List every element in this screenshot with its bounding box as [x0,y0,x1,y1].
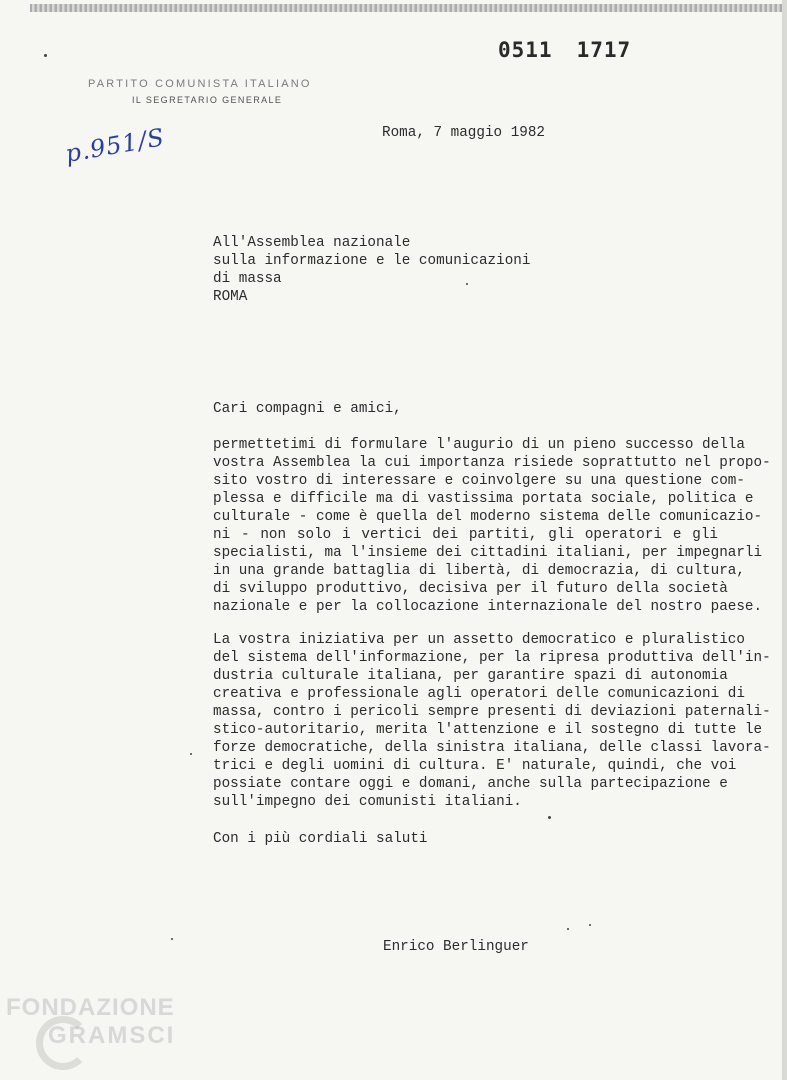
letterhead-role: IL SEGRETARIO GENERALE [132,95,283,105]
text-line: sito vostro di interessare e coinvolgere su una questione com- [213,473,745,489]
text-line: di sviluppo produttivo, decisiva per il futuro della società [213,581,728,597]
text-line: vostra Assemblea la cui importanza risiede soprattutto nel propo- [213,455,771,471]
recipient-line: di massa [213,271,282,287]
text-line: dustria culturale italiana, per garantire spazi di autonomia [213,668,728,684]
recipient-line: All'Assemblea nazionale [213,235,411,251]
paragraph-2 [213,631,771,811]
watermark-line-2: GRAMSCI [48,1022,176,1049]
closing: Con i più cordiali saluti [213,831,428,847]
salutation: Cari compagni e amici, [213,401,402,417]
date-line: Roma, 7 maggio 1982 [382,125,546,141]
archive-number-1: 0511 [498,38,553,62]
text-line: possiate contare oggi e domani, anche sulla partecipazione e [213,776,728,792]
text-line: specialisti, ma l'insieme dei cittadini italiani, per impegnarli [213,545,763,561]
text-line: permettetimi di formulare l'augurio di un pieno successo della [213,437,745,453]
text-line: creativa e professionale agli operatori delle comunicazioni di [213,686,745,702]
text-line: trici e degli uomini di cultura. E' naturale, quindi, che voi [213,758,737,774]
text-line: sull'impegno dei comunisti italiani. [213,794,522,810]
text-line: culturale - come è quella del moderno sistema delle comunicazio- [213,509,763,525]
paragraph-1 [213,436,771,616]
archive-stamp-numbers [498,38,631,62]
scan-right-edge [782,0,787,1080]
signature: Enrico Berlinguer [383,939,529,955]
text-line: ni - non solo i vertici dei partiti, gli operatori e gli [213,527,718,543]
text-line: nazionale e per la collocazione internazionale del nostro paese. [213,599,763,615]
text-line: plessa e difficile ma di vastissima portata sociale, politica e [213,491,754,507]
letterhead [88,78,312,105]
text-line: stico-autoritario, merita l'attenzione e il sostegno di tutte le [213,722,763,738]
letterhead-party: PARTITO COMUNISTA ITALIANO [88,78,312,90]
recipient-address [213,234,530,306]
text-line: forze democratiche, della sinistra italiana, delle classi lavora- [213,740,771,756]
recipient-line: ROMA [213,289,248,305]
text-line: in una grande battaglia di libertà, di democrazia, di cultura, [213,563,745,579]
handwritten-note: p.951/S [63,123,167,168]
text-line: massa, contro i pericoli sempre presenti di deviazioni paternali- [213,704,771,720]
recipient-line: sulla informazione e le comunicazioni [213,253,531,269]
watermark-g-icon [36,1016,90,1070]
fondazione-gramsci-watermark [6,994,175,1050]
watermark-line-1: FONDAZIONE [6,994,175,1021]
scan-edge-strip [30,4,787,12]
text-line: La vostra iniziativa per un assetto democratico e pluralistico [213,632,745,648]
archive-number-2: 1717 [576,38,632,62]
text-line: del sistema dell'informazione, per la ripresa produttiva dell'in- [213,650,771,666]
